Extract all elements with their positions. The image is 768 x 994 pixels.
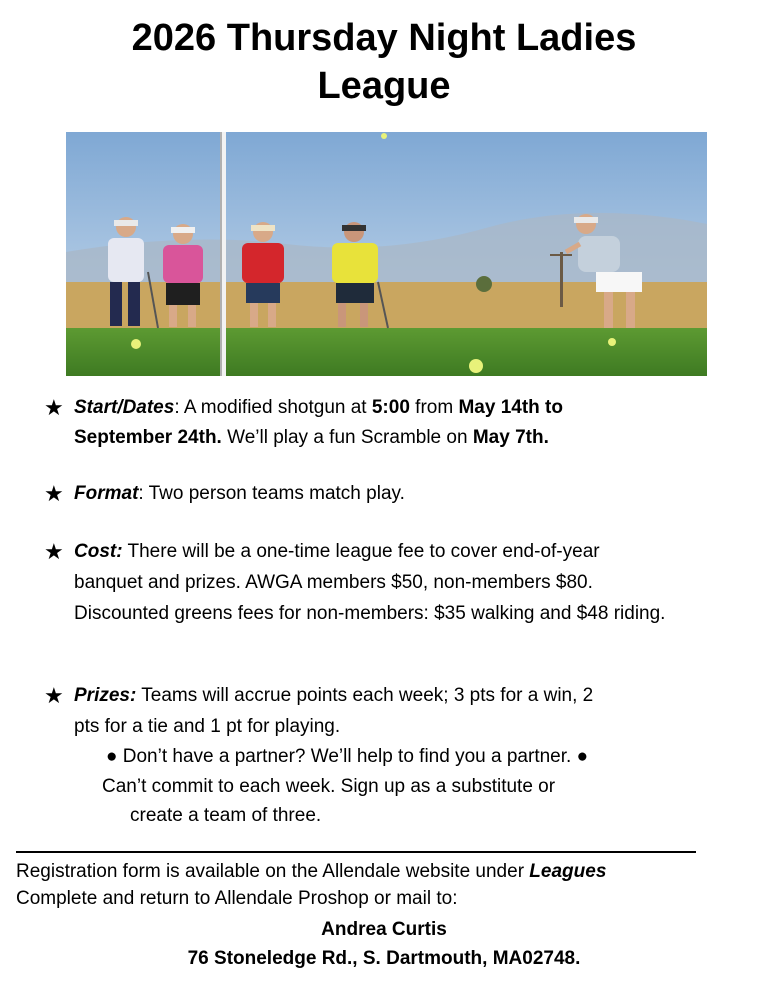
golf-photo: [66, 132, 707, 376]
contact-name: Andrea Curtis: [321, 919, 447, 940]
green: [66, 328, 707, 376]
start-label: Start/Dates: [74, 397, 175, 418]
team-of-three-note: create a team of three.: [130, 805, 322, 826]
star-icon: ★: [44, 481, 64, 506]
title-line-1: 2026 Thursday Night Ladies: [131, 17, 637, 59]
registration-line-1: Registration form is available on the Allendale website under Leagues: [16, 861, 607, 882]
star-icon: ★: [44, 539, 64, 564]
format-label: Format: [74, 483, 139, 504]
cost-label: Cost:: [74, 541, 123, 562]
divider: [16, 851, 696, 853]
star-icon: ★: [44, 683, 64, 708]
golfers-illustration: [66, 132, 707, 376]
star-icon: ★: [44, 395, 64, 420]
leagues-link[interactable]: Leagues: [529, 861, 607, 882]
substitute-note: Can’t commit to each week. Sign up as a substitute or: [102, 776, 556, 797]
page-title: [0, 14, 768, 110]
partner-note: ● Don’t have a partner? We’ll help to find you a partner. ●: [106, 746, 589, 767]
contact-address: 76 Stoneledge Rd., S. Dartmouth, MA02748.: [187, 948, 581, 969]
registration-line-2: Complete and return to Allendale Proshop or mail to:: [16, 888, 458, 909]
prizes-label: Prizes:: [74, 685, 137, 706]
title-line-2: League: [317, 65, 451, 107]
